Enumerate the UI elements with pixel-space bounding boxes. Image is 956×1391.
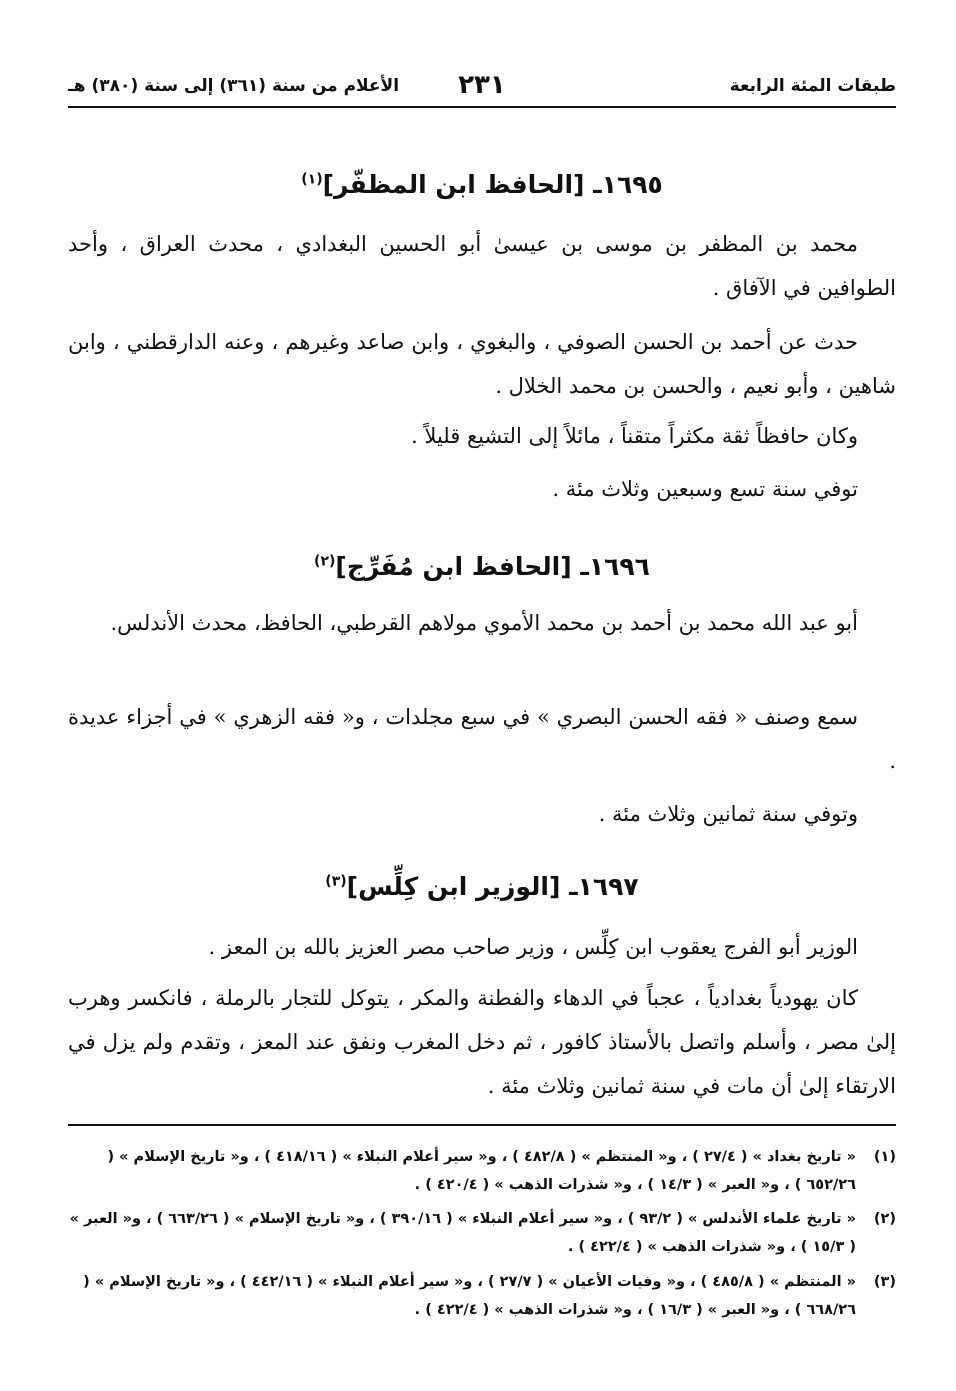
entry-heading <box>68 170 896 199</box>
page-number: ٢٣١ <box>458 70 506 100</box>
running-header <box>68 70 896 104</box>
entry-heading <box>68 552 896 581</box>
footnote-number: (٢) <box>873 1211 896 1227</box>
footnote-text: « تاريخ علماء الأندلس » ( ٩٣/٢ ) ، و« سير أعلام النبلاء » ( ٣٩٠/١٦ ) ، و« تاريخ الإسلام » ( ٦٦٣/٢٦ ) ، و« العبر » ( ١٥/٣ ) ، و« شذرات الذهب » ( ٤٢٢/٤ ) . <box>69 1211 856 1255</box>
footnote-number: (٣) <box>873 1274 896 1290</box>
header-rule <box>68 106 896 108</box>
entry-paragraph: كان يهودياً بغدادياً ، عجباً في الدهاء والفطنة والمكر ، يتوكل للتجار بالرملة ، فانكسر وهرب إلىٰ مصر ، وأسلم واتصل بالأستاذ كافور ، ثم دخل المغرب ونفق عند المعز ، وتقدم ولم يزل في الارتقاء إلىٰ أن مات في سنة ثمانين وثلاث مئة . <box>68 986 896 1098</box>
footnote <box>68 1268 896 1324</box>
book-page <box>68 0 896 1391</box>
entry-paragraph: أبو عبد الله محمد بن أحمد بن محمد الأموي مولاهم القرطبي، الحافظ، محدث الأندلس. <box>110 611 858 635</box>
entry-title: ١٦٩٦ـ [الحافظ ابن مُفَرِّج] <box>335 552 650 581</box>
footnote <box>68 1205 896 1261</box>
entry-paragraph: حدث عن أحمد بن الحسن الصوفي ، والبغوي ، وابن صاعد وغيرهم ، وعنه الدارقطني ، وابن شاهين ، وأبو نعيم ، والحسن بن محمد الخلال . <box>68 330 896 398</box>
header-book-section: طبقات المئة الرابعة <box>729 76 896 96</box>
entry-title: ١٦٩٧ـ [الوزير ابن كِلِّس] <box>346 872 639 901</box>
footnote-ref: (٣) <box>325 873 347 890</box>
footnote-rule <box>68 1124 896 1126</box>
entry-paragraph: وكان حافظاً ثقة مكثراً متقناً ، مائلاً إلى التشيع قليلاً . <box>411 424 858 448</box>
footnote-ref: (١) <box>301 171 323 188</box>
entry-paragraph: محمد بن المظفر بن موسى بن عيسىٰ أبو الحسين البغدادي ، محدث العراق ، وأحد الطوافين في الآفاق . <box>68 232 896 300</box>
entry-paragraph: وتوفي سنة ثمانين وثلاث مئة . <box>598 802 858 826</box>
entry-paragraph: توفي سنة تسع وسبعين وثلاث مئة . <box>552 477 858 501</box>
header-year-range: الأعلام من سنة (٣٦١) إلى سنة (٣٨٠) هـ <box>68 76 400 96</box>
entry-title: ١٦٩٥ـ [الحافظ ابن المظفّر] <box>322 170 663 199</box>
entry-heading <box>68 872 896 901</box>
entry-paragraph: سمع وصنف « فقه الحسن البصري » في سبع مجلدات ، و« فقه الزهري » في أجزاء عديدة . <box>68 705 896 773</box>
entry-paragraph: الوزير أبو الفرج يعقوب ابن كِلِّس ، وزير صاحب مصر العزيز بالله بن المعز . <box>208 935 858 959</box>
footnote-text: « المنتظم » ( ٤٨٥/٨ ) ، و« وفيات الأعيان » ( ٢٧/٧ ) ، و« سير أعلام النبلاء » ( ٤٤٢/١٦ ) ، و« تاريخ الإسلام » ( ٦٦٨/٢٦ ) ، و« العبر » ( ١٦/٣ ) ، و« شذرات الذهب » ( ٤٢٢/٤ ) . <box>83 1274 856 1318</box>
footnote-ref: (٢) <box>314 553 336 570</box>
footnote-number: (١) <box>873 1149 896 1165</box>
footnote-text: « تاريخ بغداد » ( ٢٧/٤ ) ، و« المنتظم » ( ٤٨٢/٨ ) ، و« سير أعلام النبلاء » ( ٤١٨/١٦ ) ، و« تاريخ الإسلام » ( ٦٥٢/٢٦ ) ، و« العبر » ( ١٤/٣ ) ، و« شذرات الذهب » ( ٤٢٠/٤ ) . <box>107 1149 856 1193</box>
footnote <box>68 1143 896 1199</box>
